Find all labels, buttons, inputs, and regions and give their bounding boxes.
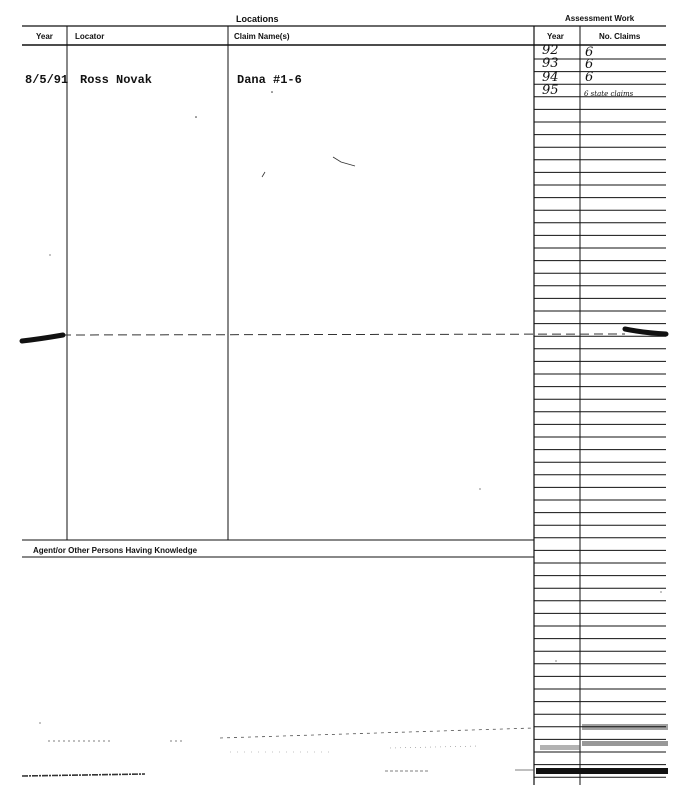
location-year: 8/5/91 xyxy=(25,73,69,87)
agent-label: Agent/or Other Persons Having Knowledge xyxy=(33,546,198,555)
assessment-work-heading: Assessment Work xyxy=(565,14,635,23)
assessment-year-3: 94 xyxy=(542,70,559,85)
assessment-claims-3: 6 xyxy=(585,70,594,85)
assessment-claims-1: 6 xyxy=(585,45,594,60)
assessment-claims-2: 6 xyxy=(585,57,594,72)
locator-name: Ross Novak xyxy=(80,73,153,87)
locator-column-header: Locator xyxy=(75,32,105,41)
assessment-year-1: 92 xyxy=(542,43,559,58)
assessment-year-column-header: Year xyxy=(547,32,564,41)
claim-names-column-header: Claim Name(s) xyxy=(234,32,290,41)
assessment-year-4: 95 xyxy=(542,83,559,98)
year-column-header: Year xyxy=(36,32,53,41)
assessment-year-2: 93 xyxy=(542,56,559,71)
number-of-claims-column-header: No. Claims xyxy=(599,32,641,41)
assessment-claims-4: 6 state claims xyxy=(584,90,634,98)
claim-name: Dana #1-6 xyxy=(237,73,302,87)
locations-heading: Locations xyxy=(236,14,279,24)
